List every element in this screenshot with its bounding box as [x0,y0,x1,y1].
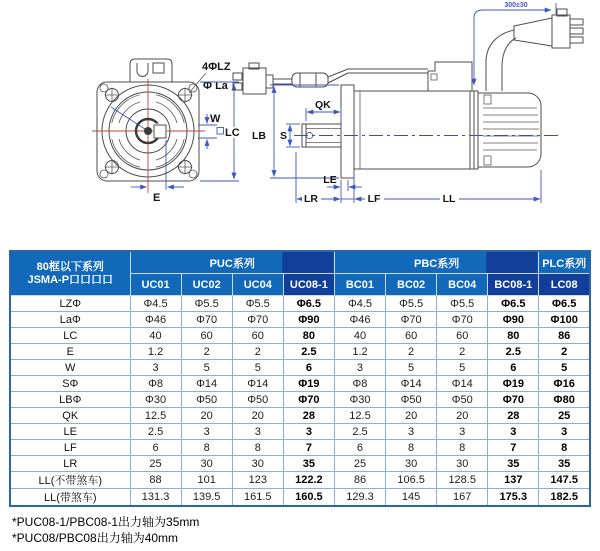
dimension-value: Φ90 [283,312,334,328]
dimension-value: Φ8 [334,376,385,392]
dimension-value: 20 [181,408,232,424]
model-column-header: UC02 [181,274,232,296]
dimension-value: 182.5 [539,489,590,507]
side-label-lf: LF [367,193,381,205]
dimension-value: 128.5 [437,472,488,489]
table-row [10,472,590,489]
dimension-value: 129.3 [334,489,385,507]
dimension-value: 139.5 [181,489,232,507]
table-row [10,440,590,456]
dimension-value: 2 [539,344,590,360]
dimension-value: 5 [181,360,232,376]
table-row [10,360,590,376]
dimension-value: 25 [334,456,385,472]
dimension-value: 60 [437,328,488,344]
footnotes [0,507,600,546]
dimension-value: Φ19 [488,376,539,392]
model-column-header: UC08-1 [283,274,334,296]
spec-table-wrap [0,248,600,507]
cooling-fins [483,108,539,150]
series-group-header: PBC系列 [334,251,538,274]
model-column-header: BC08-1 [488,274,539,296]
dimension-value: 3 [539,424,590,440]
dimension-value: 2.5 [488,344,539,360]
dimension-value: 2 [181,344,232,360]
dimension-label: LZΦ [10,296,130,312]
corner-header: 80框以下系列 JSMA-P口口口口 [10,251,130,296]
side-label-s: S [279,130,287,142]
dimension-value: 2 [437,344,488,360]
dimension-label: W [10,360,130,376]
dimension-value: 60 [386,328,437,344]
dimension-value: 3 [232,424,283,440]
table-row [10,296,590,312]
dimension-label: LF [10,440,130,456]
dimension-value: 101 [181,472,232,489]
dimension-value: 2 [386,344,437,360]
footnote-2: *PUC08/PBC08出力轴为40mm [12,531,179,545]
model-column-header: BC01 [334,274,385,296]
dimension-value: Φ70 [181,312,232,328]
dimension-value: 3 [334,360,385,376]
dimension-value: Φ46 [334,312,385,328]
front-label-w: W [210,113,221,125]
table-row [10,328,590,344]
motor-side-view [294,30,560,178]
dimension-label: LL(不带煞车) [10,472,130,489]
dimension-value: Φ30 [130,392,181,408]
dimension-value: 175.3 [488,489,539,507]
dimension-value: 25 [539,408,590,424]
dimension-value: 3 [283,424,334,440]
dimension-value: Φ6.5 [283,296,334,312]
dimension-value: 40 [130,328,181,344]
model-column-header: BC02 [386,274,437,296]
dimension-value: 60 [181,328,232,344]
dimension-value: Φ50 [437,392,488,408]
dimension-value: Φ4.5 [130,296,181,312]
dimension-value: 1.2 [130,344,181,360]
dimension-value: 35 [488,456,539,472]
dimension-value: 30 [232,456,283,472]
dimension-value: 35 [283,456,334,472]
dimension-value: Φ50 [386,392,437,408]
front-label-phila: Φ La [203,80,228,92]
dimension-value: 12.5 [334,408,385,424]
front-label-4philz: 4ΦLZ [202,61,231,73]
dimension-value: Φ5.5 [232,296,283,312]
dimension-value: 30 [181,456,232,472]
dimension-value: Φ14 [232,376,283,392]
dimension-value: 8 [181,440,232,456]
side-label-lb: LB [252,130,266,142]
dimension-value: 88 [130,472,181,489]
dimension-label: LE [10,424,130,440]
front-label-e: E [153,192,161,204]
dimension-value: 28 [488,408,539,424]
dimension-value: 5 [539,360,590,376]
model-column-header: BC04 [437,274,488,296]
table-row [10,344,590,360]
table-row [10,312,590,328]
dimension-value: Φ50 [232,392,283,408]
power-connector [514,9,583,48]
dimension-value: Φ70 [488,392,539,408]
dimension-value: Φ50 [181,392,232,408]
series-group-header: PUC系列 [130,251,334,274]
dimension-value: 86 [539,328,590,344]
dimension-label: LC [10,328,130,344]
dimension-value: 6 [488,360,539,376]
dimension-value: 40 [334,328,385,344]
dimension-value: 145 [386,489,437,507]
dimension-value: Φ80 [539,392,590,408]
dimension-value: 7 [488,440,539,456]
dimension-value: 7 [283,440,334,456]
dimension-value: Φ16 [539,376,590,392]
series-group-header: PLC系列 [539,251,590,274]
dimension-value: 6 [283,360,334,376]
dimension-value: 25 [130,456,181,472]
dimension-value: 5 [437,360,488,376]
table-row [10,424,590,440]
dimension-value: 3 [488,424,539,440]
table-row [10,489,590,507]
dimension-label: QK [10,408,130,424]
dimension-value: Φ6.5 [539,296,590,312]
dimension-value: 3 [130,360,181,376]
dimension-value: 3 [437,424,488,440]
front-label-lc: LC [225,127,240,139]
encoder-connector [233,63,428,94]
dimension-value: Φ100 [539,312,590,328]
dimension-value: 123 [232,472,283,489]
dimension-value: Φ70 [232,312,283,328]
model-column-header: LC08 [539,274,590,296]
dimension-value: 35 [539,456,590,472]
dimension-value: Φ5.5 [437,296,488,312]
dimension-value: Φ70 [283,392,334,408]
dimension-value: 60 [232,328,283,344]
dimension-value: 122.2 [283,472,334,489]
dimension-label: SΦ [10,376,130,392]
dimension-value: 12.5 [130,408,181,424]
dimension-value: 5 [386,360,437,376]
table-row [10,376,590,392]
dimension-value: Φ46 [130,312,181,328]
dimension-value: 6 [130,440,181,456]
dimension-value: Φ14 [386,376,437,392]
dimension-value: 2.5 [130,424,181,440]
dimension-value: 2.5 [283,344,334,360]
dimension-value: 20 [232,408,283,424]
dimension-label: LL(带煞车) [10,489,130,507]
dimension-value: Φ6.5 [488,296,539,312]
dimension-value: 80 [488,328,539,344]
dimension-value: 8 [386,440,437,456]
dimension-diagram [0,0,600,248]
dimension-value: 6 [334,440,385,456]
table-row [10,408,590,424]
dimension-value: 147.5 [539,472,590,489]
side-label-le: LE [323,174,337,186]
footnote-1: *PUC08-1/PBC08-1出力轴为35mm [12,515,200,529]
dimension-value: Φ14 [181,376,232,392]
dimension-value: 3 [386,424,437,440]
dimension-value: 5 [232,360,283,376]
dimension-value: 2 [232,344,283,360]
dimension-value: 30 [386,456,437,472]
side-label-ll: LL [442,193,456,205]
dimension-value: Φ30 [334,392,385,408]
spec-table [9,250,591,507]
dimension-label: E [10,344,130,360]
table-row [10,392,590,408]
cable-length-label: 300±30 [504,2,528,9]
dimension-value: 80 [283,328,334,344]
dimension-value: 30 [437,456,488,472]
dimension-value: 160.5 [283,489,334,507]
dimension-value: 20 [386,408,437,424]
dimension-value: 2.5 [334,424,385,440]
dimension-value: Φ8 [130,376,181,392]
dimension-value: Φ19 [283,376,334,392]
model-column-header: UC01 [130,274,181,296]
dimension-label: LaΦ [10,312,130,328]
dimension-value: 86 [334,472,385,489]
model-column-header: UC04 [232,274,283,296]
dimension-value: 8 [539,440,590,456]
dimension-value: Φ4.5 [334,296,385,312]
dimension-value: 137 [488,472,539,489]
dimension-value: Φ5.5 [181,296,232,312]
table-row [10,456,590,472]
dimension-value: 167 [437,489,488,507]
dimension-value: 131.3 [130,489,181,507]
side-label-qk: QK [315,99,331,111]
dimension-value: 106.5 [386,472,437,489]
dimension-value: 1.2 [334,344,385,360]
dimension-value: 161.5 [232,489,283,507]
dimension-value: Φ70 [437,312,488,328]
dimension-value: 3 [181,424,232,440]
dimension-value: 8 [232,440,283,456]
dimension-value: Φ70 [386,312,437,328]
dimension-value: 20 [437,408,488,424]
dimension-value: Φ14 [437,376,488,392]
dimension-value: 28 [283,408,334,424]
dimension-label: LBΦ [10,392,130,408]
dimension-value: Φ90 [488,312,539,328]
dimension-value: Φ5.5 [386,296,437,312]
dimension-label: LR [10,456,130,472]
motor-front-view [92,59,240,204]
dimension-value: 8 [437,440,488,456]
side-label-lr: LR [304,193,318,205]
